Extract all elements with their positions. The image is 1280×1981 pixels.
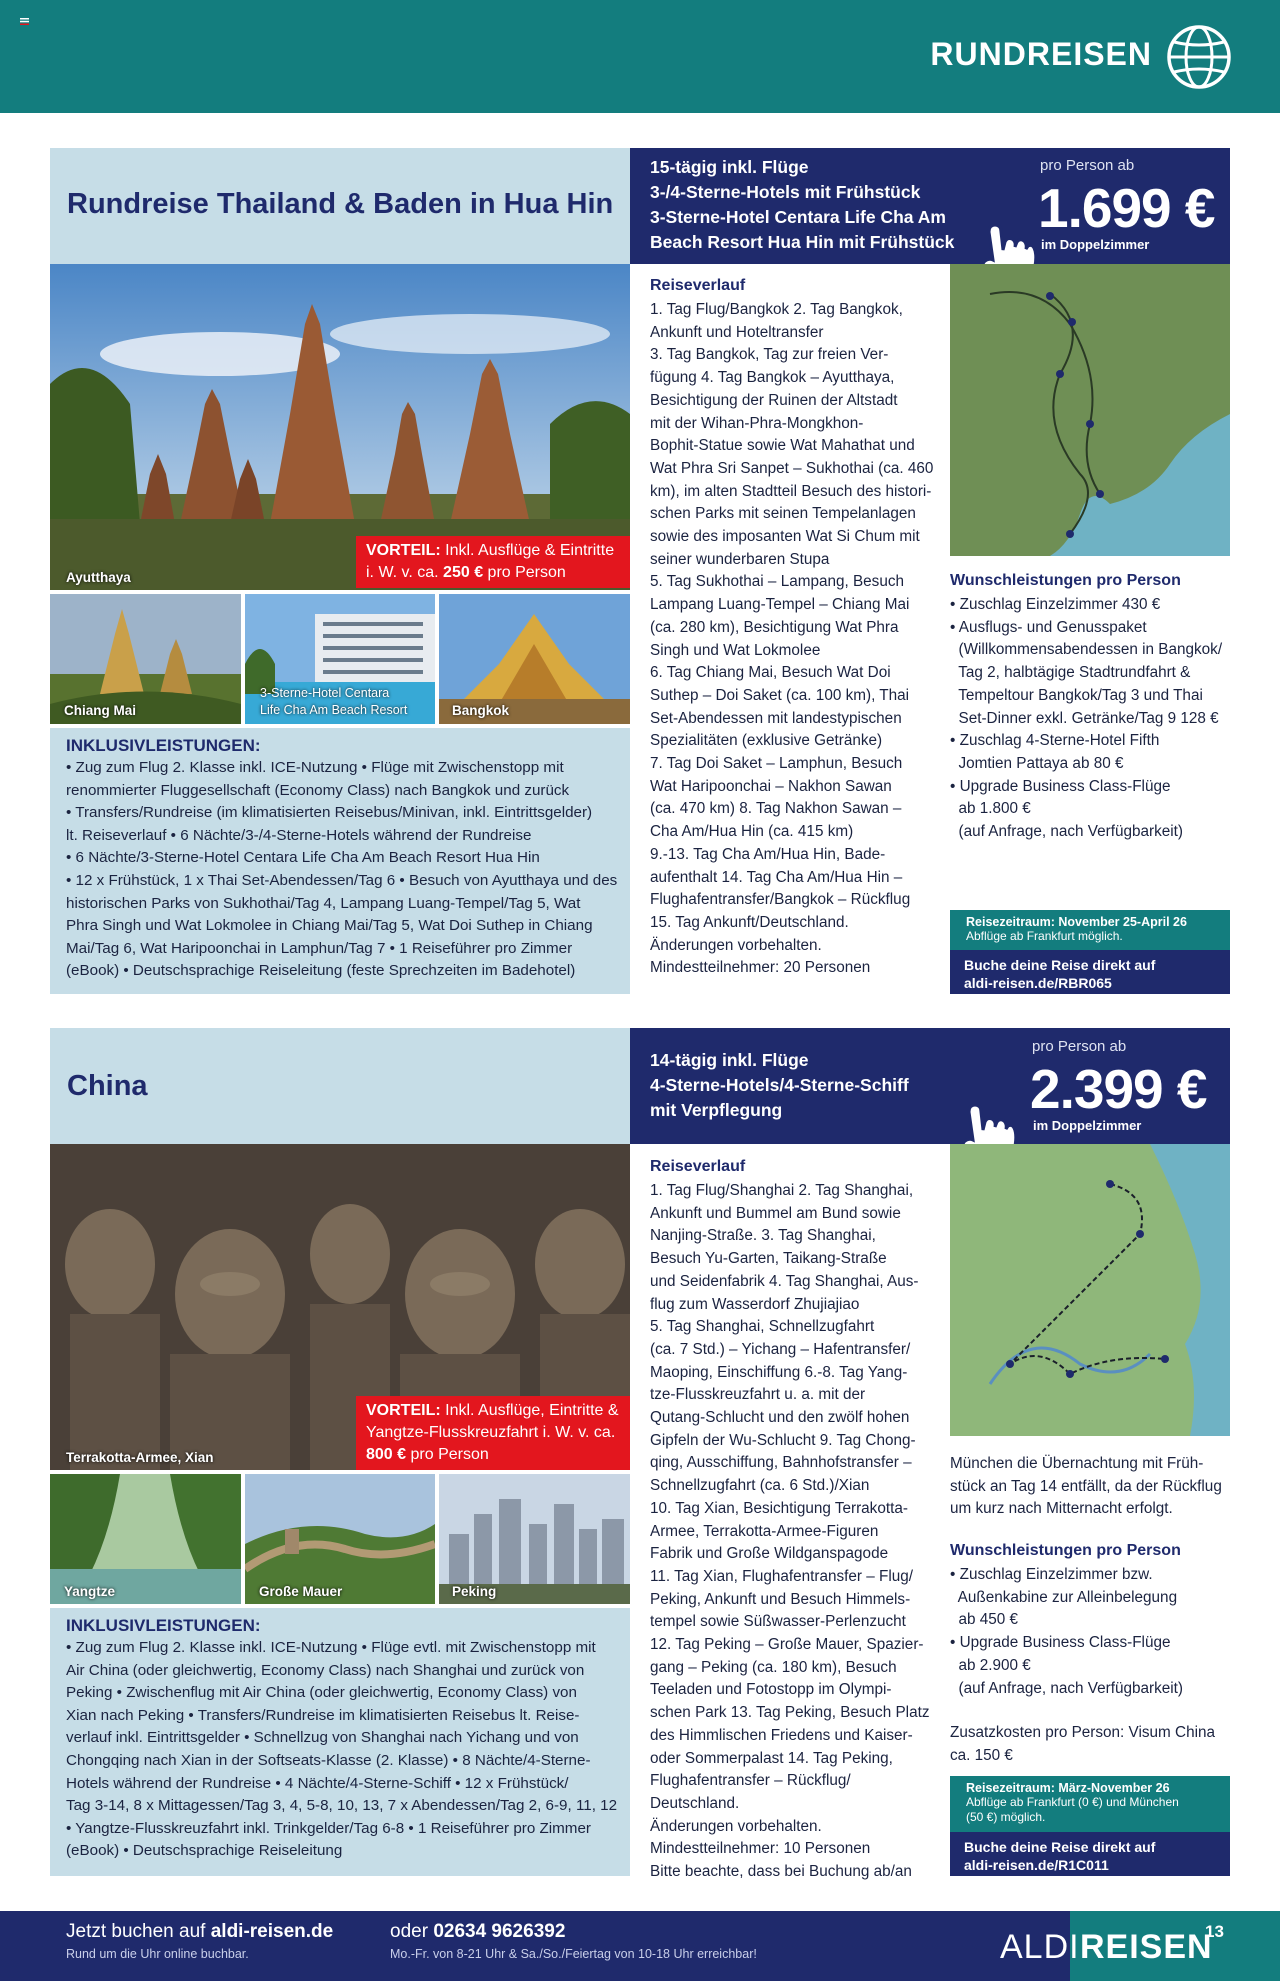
photo-caption: Yangtze [64, 1584, 116, 1599]
inkl-line: • 12 x Frühstück, 1 x Thai Set-Abendessen/Tag 6 • Besuch von Ayutthaya und des [66, 871, 618, 889]
offer-2-inkl-list [66, 1637, 626, 1863]
reiseverlauf-line: seiner wunderbaren Stupa [650, 550, 830, 568]
reiseverlauf-line: Besuch Yu-Garten, Taikang-Straße [650, 1250, 887, 1268]
reiseverlauf-line: 11. Tag Xian, Flughafentransfer – Flug/ [650, 1567, 914, 1585]
reiseverlauf-line: (ca. 280 km), Besichtigung Wat Phra [650, 618, 899, 636]
offer-1-reiseverlauf [650, 299, 940, 980]
reiseverlauf-line: Gipfeln der Wu-Schlucht 9. Tag Chong- [650, 1431, 916, 1449]
wunsch-title: Wunschleistungen pro Person [950, 572, 1181, 589]
page-number: 13 [1205, 1922, 1224, 1941]
inkl-line: Mai/Tag 6, Wat Haripoonchai in Lamphun/Tag 7 • 1 Reiseführer pro Zimmer [66, 939, 573, 957]
reiseverlauf-line: Änderungen vorbehalten. [650, 936, 822, 954]
reiseverlauf-line: Lampang Luang-Tempel – Chiang Mai [650, 596, 910, 614]
inkl-line: historischen Parks von Sukhothai/Tag 4, Lampang Luang-Tempel/Tag 5, Wat [66, 894, 581, 912]
reiseverlauf-line: Peking, Ankunft und Besuch Himmels- [650, 1590, 911, 1608]
reiseverlauf-line: Mindestteilnehmer: 10 Personen [650, 1840, 871, 1858]
wunsch-title: Wunschleistungen pro Person [950, 1542, 1181, 1559]
hinweis-line: stück an Tag 14 entfällt, da der Rückflug [950, 1477, 1222, 1495]
offer-1-headline [650, 155, 954, 255]
vorteil-text: Inkl. Ausflüge, Eintritte & [440, 1402, 619, 1419]
reiseverlauf-line: schen Parks mit seinen Tempelanlagen [650, 505, 916, 523]
footer-hours: Mo.-Fr. von 8-21 Uhr & Sa./So./Feiertag von 10-18 Uhr erreichbar! [390, 1947, 757, 1961]
offer-2-price: 2.399 € [1030, 1058, 1207, 1120]
wunsch-line: • Upgrade Business Class-Flüge [950, 1634, 1171, 1652]
vorteil-label: VORTEIL: [366, 1402, 441, 1419]
vorteil-text: pro Person [483, 564, 566, 581]
wunsch-line: Außenkabine zur Alleinbelegung [950, 1588, 1178, 1606]
headline-line: 3-Sterne-Hotel Centara Life Cha Am [650, 207, 946, 227]
reiseverlauf-line: schen Park 13. Tag Peking, Besuch Platz [650, 1704, 930, 1722]
inkl-line: • Zug zum Flug 2. Klasse inkl. ICE-Nutzung • Flüge evtl. mit Zwischenstopp mit [66, 1639, 596, 1656]
menu-icon[interactable] [20, 18, 29, 25]
inkl-line: verlauf inkl. Eintrittsgelder • Schnellzug von Shanghai nach Yichang und von [66, 1729, 579, 1747]
inkl-line: (eBook) • Deutschsprachige Reiseleitung [66, 1842, 343, 1860]
wunsch-line: ab 2.900 € [950, 1656, 1031, 1674]
reiseverlauf-line: 6. Tag Chiang Mai, Besuch Wat Doi [650, 664, 891, 682]
wunsch-line: • Zuschlag Einzelzimmer bzw. [950, 1566, 1153, 1583]
reiseverlauf-line: Ankunft und Hoteltransfer [650, 323, 824, 341]
reiseverlauf-line: (ca. 7 Std.) – Yichang – Hafentransfer/ [650, 1340, 911, 1358]
buche-line: aldi-reisen.de/RBR065 [964, 975, 1112, 991]
reiseverlauf-line: (ca. 470 km) 8. Tag Nakhon Sawan – [650, 800, 902, 818]
wunsch-line: Tempeltour Bangkok/Tag 3 und Thai [950, 686, 1203, 704]
inkl-line: renommierter Fluggesellschaft (Economy Class) nach Bangkok und zurück [66, 781, 570, 799]
wunsch-line: • Ausflugs- und Genusspaket [950, 618, 1147, 636]
vorteil-amount: 800 € [366, 1446, 407, 1463]
photo-caption: Terrakotta-Armee, Xian [66, 1450, 214, 1465]
reiseverlauf-line: 7. Tag Doi Saket – Lamphun, Besuch [650, 755, 903, 773]
reisezeit-line: Abflüge ab Frankfurt möglich. [966, 929, 1123, 943]
reiseverlauf-line: fügung 4. Tag Bangkok – Ayutthaya, [650, 369, 895, 387]
inkl-line: Hotels während der Rundreise • 4 Nächte/4-Sterne-Schiff • 12 x Frühstück/ [66, 1774, 569, 1792]
offer-2-reisezeit-box [950, 1776, 1230, 1832]
offer-1-price: 1.699 € [1038, 177, 1215, 239]
inkl-line: Phra Singh und Wat Lokmolee in Chiang Mai/Tag 5, Wat Doi Suthep in Chiang [66, 917, 593, 935]
inkl-line: Tag 3-14, 8 x Mittagessen/Tag 3, 4, 5-8, 10, 13, 7 x Abendessen/Tag 2, 6-9, 11, 12 [66, 1797, 618, 1815]
photo-caption [260, 685, 407, 719]
reiseverlauf-line: und Seidenfabrik 4. Tag Shanghai, Aus- [650, 1272, 919, 1290]
reiseverlauf-line: 9.-13. Tag Cha Am/Hua Hin, Bade- [650, 845, 886, 863]
offer-2-title: China [67, 1070, 148, 1102]
headline-line: Beach Resort Hua Hin mit Frühstück [650, 232, 955, 252]
wunsch-line: (auf Anfrage, nach Verfügbarkeit) [950, 1679, 1183, 1697]
reiseverlauf-line: Besichtigung der Ruinen der Altstadt [650, 391, 898, 409]
photo-caption: Ayutthaya [66, 570, 131, 585]
reiseverlauf-line: 1. Tag Flug/Shanghai 2. Tag Shanghai, [650, 1182, 914, 1199]
headline-line: 4-Sterne-Hotels/4-Sterne-Schiff [650, 1075, 909, 1095]
reiseverlauf-line: gang – Peking (ca. 180 km), Besuch [650, 1658, 897, 1676]
reiseverlauf-line: Ankunft und Bummel am Bund sowie [650, 1204, 901, 1222]
inkl-line: (eBook) • Deutschsprachige Reiseleitung (feste Sprechzeiten im Badehotel) [66, 962, 576, 980]
reiseverlauf-line: Set-Abendessen mit landestypischen [650, 709, 902, 727]
inkl-line: • Transfers/Rundreise (im klimatisierten Reisebus/Minivan, inkl. Eintrittsgelder) [66, 804, 593, 822]
hinweis-line: um kurz nach Mitternacht erfolgt. [950, 1500, 1173, 1518]
wunsch-line: ab 450 € [950, 1611, 1019, 1629]
reiseverlauf-line: qing, Ausschiffung, Bahnhofstransfer – [650, 1454, 912, 1472]
reiseverlauf-line: 3. Tag Bangkok, Tag zur freien Ver- [650, 346, 889, 364]
reiseverlauf-line: Cha Am/Hua Hin (ca. 415 km) [650, 823, 854, 841]
footer-book-text [66, 1921, 333, 1943]
reiseverlauf-line: aufenthalt 14. Tag Cha Am/Hua Hin – [650, 868, 903, 886]
photo-caption: Peking [452, 1584, 497, 1599]
reiseverlauf-line: mit der Wihan-Phra-Mongkhon- [650, 414, 864, 432]
price-note: im Doppelzimmer [1033, 1118, 1142, 1133]
footer-site-link[interactable]: aldi-reisen.de [210, 1921, 334, 1942]
footer-phone-prefix: oder [390, 1921, 434, 1942]
reiseverlauf-line: des Himmlischen Friedens und Kaiser- [650, 1726, 913, 1744]
offer-1-title: Rundreise Thailand & Baden in Hua Hin [67, 188, 614, 220]
zusatz-line: Zusatzkosten pro Person: Visum China [950, 1724, 1215, 1741]
offer-1-vorteil-badge [356, 536, 630, 588]
reiseverlauf-line: Wat Phra Sri Sanpet – Sukhothai (ca. 460 [650, 459, 934, 477]
header-title: RUNDREISEN [930, 36, 1152, 72]
wunsch-line: Set-Dinner exkl. Getränke/Tag 9 128 € [950, 709, 1219, 727]
inkl-line: Peking • Zwischenflug mit Air China (oder gleichwertig, Economy Class) von [66, 1684, 577, 1702]
wunsch-line: Jomtien Pattaya ab 80 € [950, 754, 1124, 772]
offer-2-wunsch-list [950, 1564, 1230, 1700]
offer-1-reisezeit-box [950, 910, 1230, 950]
reiseverlauf-line: tempel sowie Süßwasser-Perlenzucht [650, 1613, 906, 1631]
vorteil-text: Yangtze-Flusskreuzfahrt i. W. v. ca. [366, 1424, 616, 1441]
reiseverlauf-line: 15. Tag Ankunft/Deutschland. [650, 913, 849, 931]
reisezeit-line: (50 €) möglich. [966, 1810, 1046, 1824]
reiseverlauf-line: Armee, Terrakotta-Armee-Figuren [650, 1522, 879, 1540]
footer-book-prefix: Jetzt buchen auf [66, 1921, 211, 1942]
photo-caption-line: 3-Sterne-Hotel Centara [260, 686, 390, 700]
offer-2-vorteil-badge [356, 1396, 630, 1470]
reiseverlauf-line: Mindestteilnehmer: 20 Personen [650, 959, 871, 977]
buche-line: aldi-reisen.de/R1C011 [964, 1857, 1109, 1873]
offer-1-wunsch-list [950, 594, 1230, 844]
reiseverlauf-line: Singh und Wat Lokmolee [650, 641, 821, 659]
footer-brand-reisen: REISEN [1080, 1928, 1213, 1966]
reiseverlauf-line: 5. Tag Sukhothai – Lampang, Besuch [650, 573, 904, 591]
map-china [950, 1144, 1230, 1436]
vorteil-amount: 250 € [443, 564, 484, 581]
wunsch-line: ab 1.800 € [950, 800, 1031, 818]
map-thailand [950, 264, 1230, 556]
reiseverlauf-line: 5. Tag Shanghai, Schnellzugfahrt [650, 1318, 875, 1336]
inkl-title: INKLUSIVLEISTUNGEN: [66, 736, 261, 755]
reiseverlauf-line: km), im alten Stadtteil Besuch des histori- [650, 482, 932, 500]
price-label: pro Person ab [1032, 1038, 1127, 1055]
wunsch-line: • Zuschlag 4-Sterne-Hotel Fifth [950, 732, 1160, 750]
inkl-line: • Yangtze-Flusskreuzfahrt inkl. Trinkgelder/Tag 6-8 • 1 Reiseführer pro Zimmer [66, 1819, 591, 1837]
wunsch-line: Tag 2, halbtägige Stadtrundfahrt & [950, 664, 1191, 682]
reiseverlauf-line: Flughafentransfer – Rückflug/ [650, 1772, 851, 1790]
reiseverlauf-line: Bophit-Statue sowie Wat Mahathat und [650, 437, 915, 455]
reiseverlauf-line: 12. Tag Peking – Große Mauer, Spazier- [650, 1636, 924, 1654]
headline-line: 14-tägig inkl. Flüge [650, 1050, 809, 1070]
reiseverlauf-line: Fabrik und Große Wildganspagode [650, 1545, 889, 1563]
reisezeit-title: Reisezeitraum: März-November 26 [966, 1781, 1170, 1795]
reiseverlauf-line: Wat Haripoonchai – Nakhon Sawan [650, 777, 892, 795]
reiseverlauf-line: Maoping, Einschiffung 6.-8. Tag Yang- [650, 1363, 908, 1381]
offer-1-inkl-list [66, 757, 626, 983]
reiseverlauf-line: oder Sommerpalast 14. Tag Peking, [650, 1749, 893, 1767]
reiseverlauf-line: Flughafentransfer/Bangkok – Rückflug [650, 891, 911, 909]
vorteil-text: pro Person [406, 1446, 489, 1463]
reiseverlauf-line: sowie des imposanten Wat Si Chum mit [650, 528, 920, 546]
inkl-line: • 6 Nächte/3-Sterne-Hotel Centara Life Cha Am Beach Resort Hua Hin [66, 849, 540, 867]
wunsch-line: • Zuschlag Einzelzimmer 430 € [950, 596, 1161, 613]
footer-online-note: Rund um die Uhr online buchbar. [66, 1947, 249, 1961]
reiseverlauf-title: Reiseverlauf [650, 277, 746, 294]
reisezeit-title: Reisezeitraum: November 25-April 26 [966, 915, 1187, 929]
reiseverlauf-line: tze-Flusskreuzfahrt u. a. mit der [650, 1386, 866, 1404]
inkl-line: lt. Reiseverlauf • 6 Nächte/3-/4-Sterne-Hotels während der Rundreise [66, 826, 532, 844]
reisezeit-line: Abflüge ab Frankfurt (0 €) und München [966, 1795, 1179, 1809]
reiseverlauf-title: Reiseverlauf [650, 1158, 746, 1175]
reiseverlauf-line: Nanjing-Straße. 3. Tag Shanghai, [650, 1227, 876, 1245]
vorteil-label: VORTEIL: [366, 542, 441, 559]
price-note: im Doppelzimmer [1041, 237, 1150, 252]
wunsch-line: • Upgrade Business Class-Flüge [950, 777, 1171, 795]
reiseverlauf-line: 10. Tag Xian, Besichtigung Terrakotta- [650, 1499, 908, 1517]
photo-caption-line: Life Cha Am Beach Resort [260, 703, 408, 717]
inkl-line: • Zug zum Flug 2. Klasse inkl. ICE-Nutzung • Flüge mit Zwischenstopp mit [66, 759, 564, 776]
reiseverlauf-line: 1. Tag Flug/Bangkok 2. Tag Bangkok, [650, 301, 903, 318]
offer-2-hinweis [950, 1453, 1230, 1521]
offer-2-zusatzkosten [950, 1722, 1230, 1767]
reiseverlauf-line: Bitte beachte, dass bei Buchung ab/an [650, 1863, 912, 1881]
vorteil-text: Inkl. Ausflüge & Eintritte [440, 542, 615, 559]
inkl-line: Xian nach Peking • Transfers/Rundreise im klimatisierten Reisebus lt. Reise- [66, 1706, 580, 1724]
inkl-title: INKLUSIVLEISTUNGEN: [66, 1616, 261, 1635]
reiseverlauf-line: Teeladen und Fotostopp im Olympi- [650, 1681, 892, 1699]
headline-line: 15-tägig inkl. Flüge [650, 157, 809, 177]
reiseverlauf-line: Deutschland. [650, 1794, 740, 1812]
footer-phone-number[interactable]: 02634 9626392 [433, 1921, 566, 1942]
globe-icon [1166, 24, 1232, 90]
offer-2-reiseverlauf [650, 1180, 940, 1884]
wunsch-line: (auf Anfrage, nach Verfügbarkeit) [950, 823, 1183, 841]
footer-phone-text [390, 1921, 565, 1943]
footer-brand-aldi: ALDI [1000, 1928, 1080, 1966]
offer-1-booking-link[interactable] [950, 950, 1230, 994]
reiseverlauf-line: Schnellzugfahrt (ca. 6 Std.)/Xian [650, 1477, 870, 1495]
headline-line: mit Verpflegung [650, 1100, 783, 1120]
offer-2-booking-link[interactable] [950, 1832, 1230, 1876]
buche-line: Buche deine Reise direkt auf [964, 957, 1156, 973]
price-label: pro Person ab [1040, 157, 1135, 174]
buche-line: Buche deine Reise direkt auf [964, 1839, 1156, 1855]
inkl-line: Chongqing nach Xian in der Softseats-Klasse (2. Klasse) • 8 Nächte/4-Sterne- [66, 1751, 591, 1769]
offer-2-headline [650, 1048, 909, 1123]
headline-line: 3-/4-Sterne-Hotels mit Frühstück [650, 182, 921, 202]
reiseverlauf-line: Änderungen vorbehalten. [650, 1817, 822, 1835]
photo-caption: Große Mauer [259, 1584, 343, 1599]
reiseverlauf-line: Qutang-Schlucht und den zwölf hohen [650, 1409, 910, 1427]
vorteil-text: i. W. v. ca. [366, 564, 444, 581]
photo-caption: Bangkok [452, 703, 510, 718]
photo-caption: Chiang Mai [64, 703, 137, 718]
reiseverlauf-line: flug zum Wasserdorf Zhujiajiao [650, 1295, 860, 1313]
inkl-line: Air China (oder gleichwertig, Economy Class) nach Shanghai und zurück von [66, 1661, 585, 1679]
hinweis-line: München die Übernachtung mit Früh- [950, 1455, 1204, 1472]
wunsch-line: (Willkommensabendessen in Bangkok/ [950, 641, 1223, 659]
reiseverlauf-line: Suthep – Doi Saket (ca. 100 km), Thai [650, 686, 910, 704]
zusatz-line: ca. 150 € [950, 1746, 1013, 1764]
reiseverlauf-line: Spezialitäten (exklusive Getränke) [650, 732, 883, 750]
